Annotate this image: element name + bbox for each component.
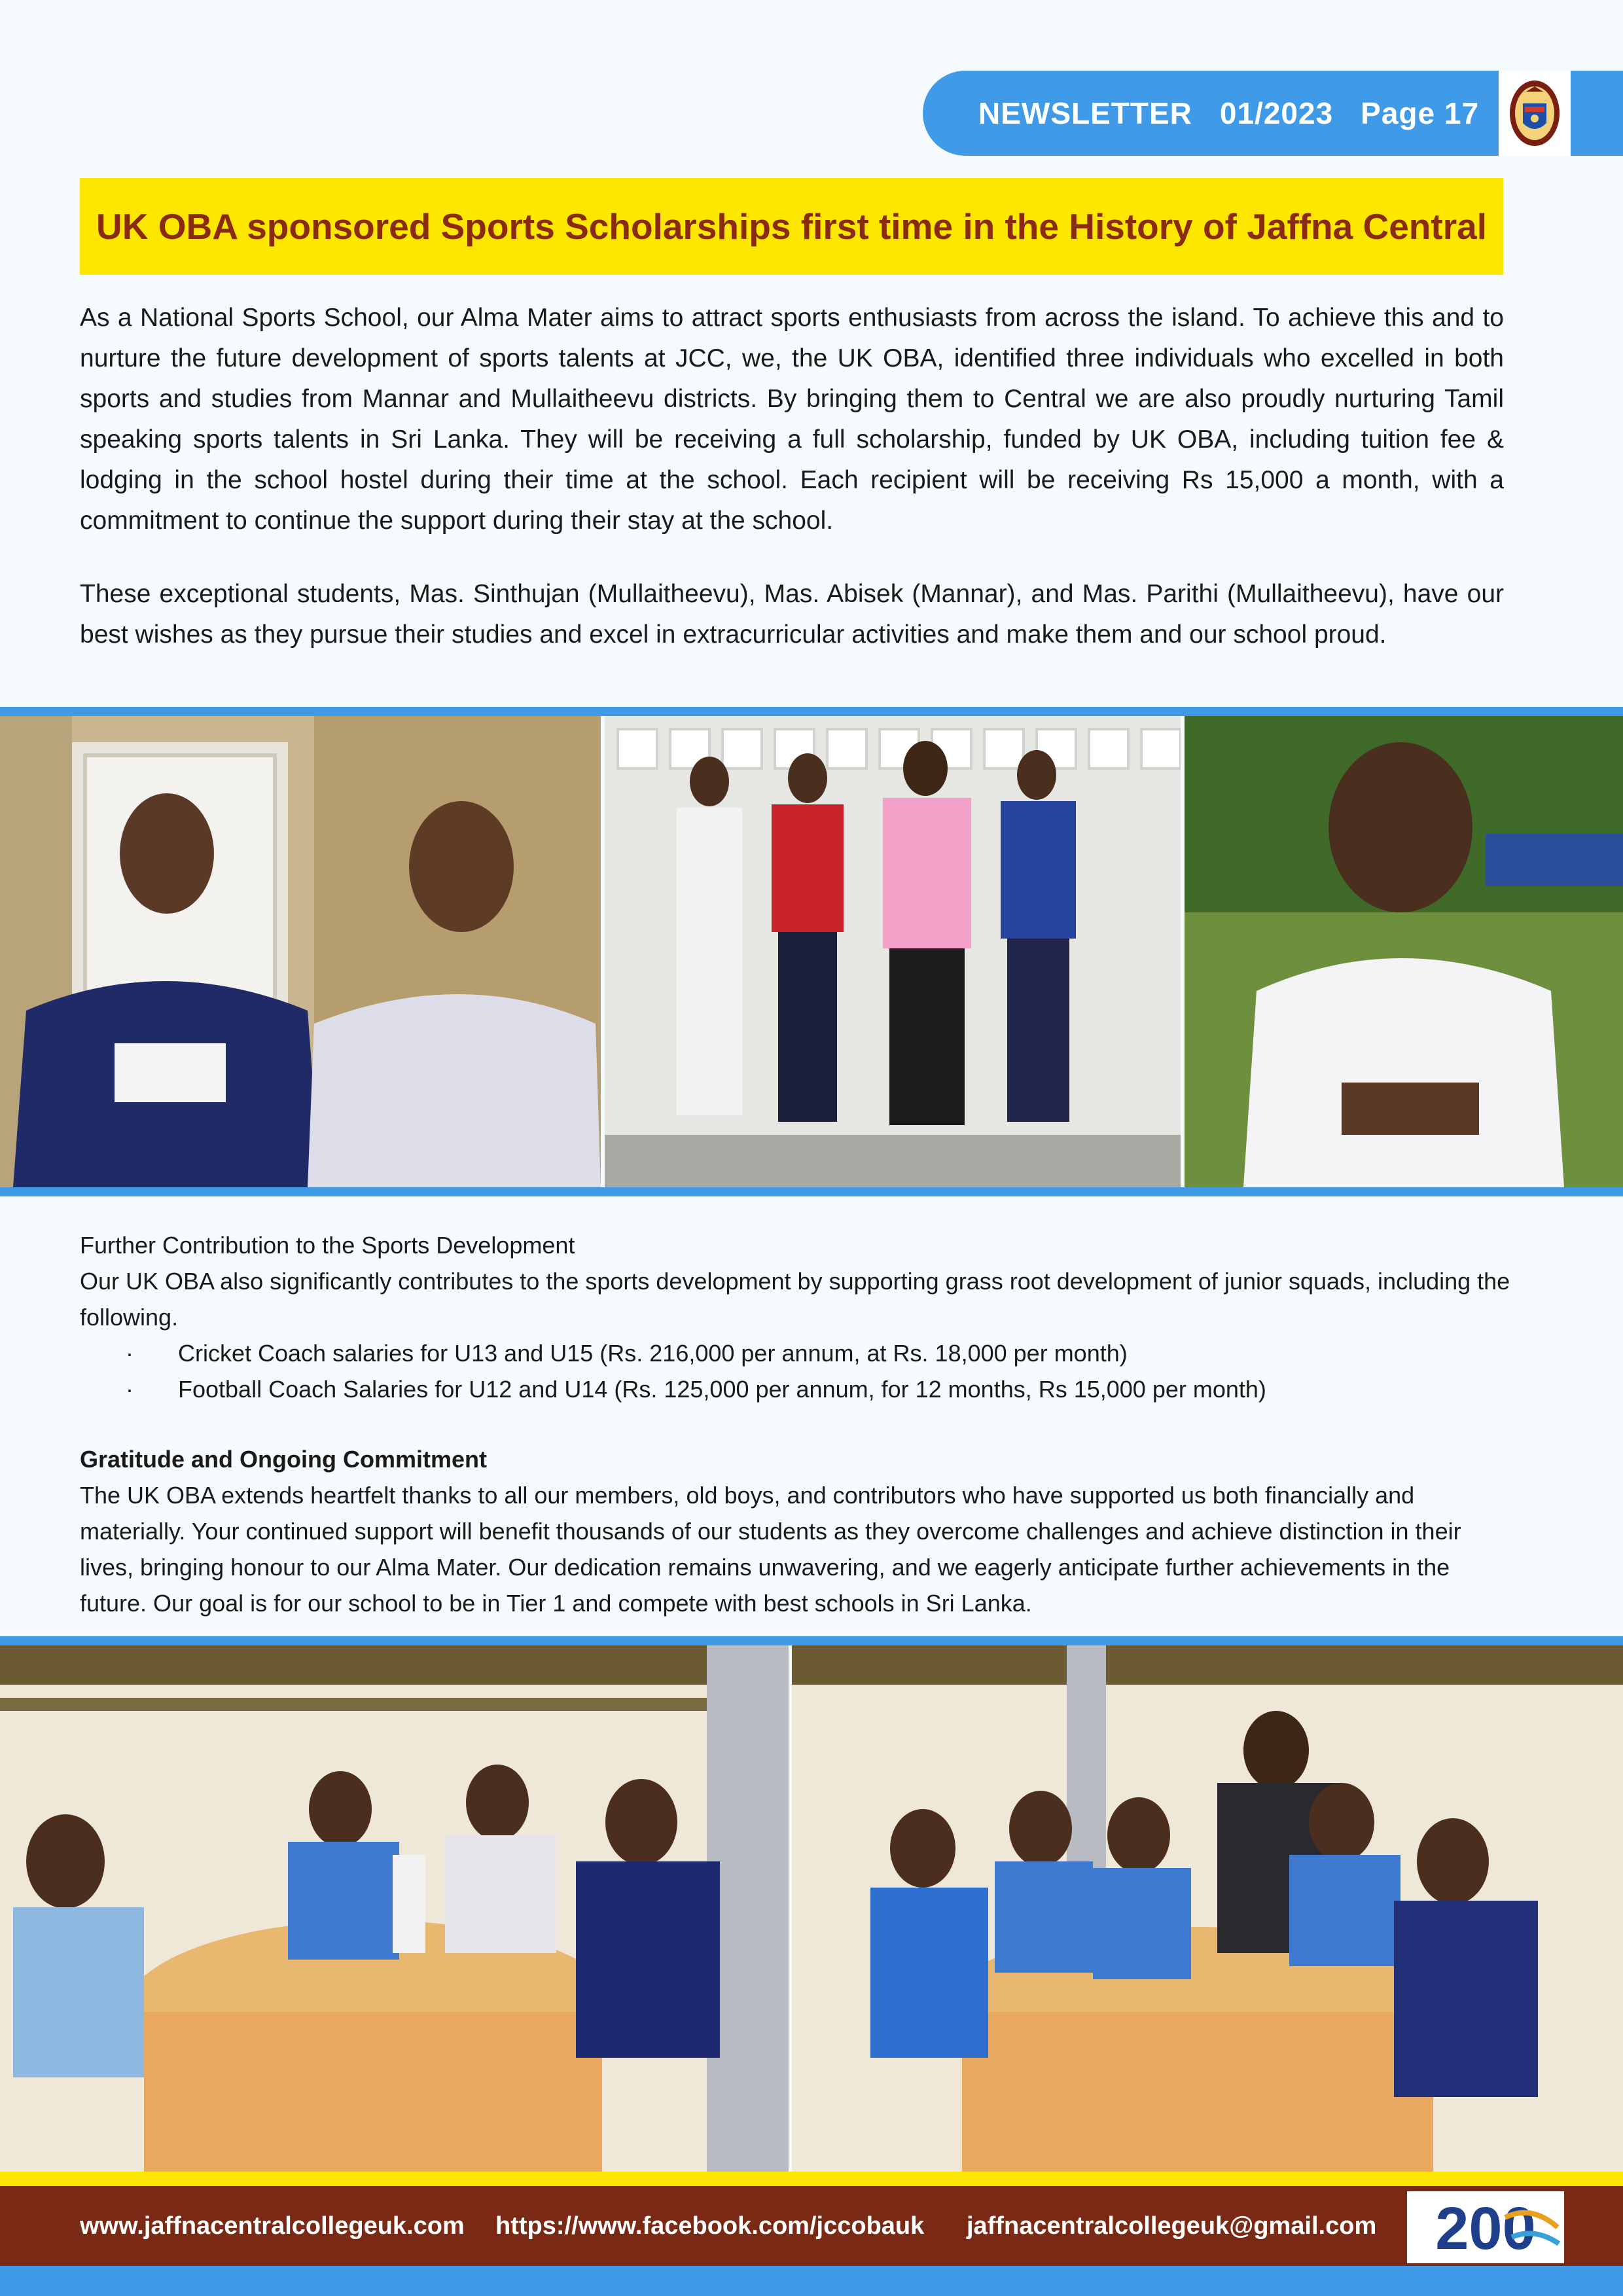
header-issue: 01/2023 <box>1219 96 1334 130</box>
photo-two-students <box>0 716 601 1187</box>
intro-paragraph-2: These exceptional students, Mas. Sinthujan (Mullaitheevu), Mas. Abisek (Mannar), and Mas. Parithi (Mullaitheevu), have our best wishes as they pursue their studies and excel in extracurricular activities and make them and our school proud. <box>80 580 1504 649</box>
intro-paragraph-1: As a National Sports School, our Alma Mater aims to attract sports enthusiasts from across the island. To achieve this and to nurture the future development of sports talents at JCC, we, the UK OBA, identified three individuals who excelled in both sports and studies from Mannar and Mullaitheevu districts. By bringing them to Central we are also proudly nurturing Tamil speaking sports talents in Sri Lanka. They will be receiving a full scholarship, funded by UK OBA, including tuition fee & lodging in the school hostel during their time at the school. Each recipient will be receiving Rs 15,000 a month, with a commitment to continue the support during their stay at the school. <box>80 304 1504 535</box>
further-list <box>80 1335 1520 1407</box>
school-crest-icon <box>1499 71 1571 156</box>
further-contribution-section <box>80 1227 1520 1407</box>
gratitude-text: The UK OBA extends heartfelt thanks to all our members, old boys, and contributors who have supported us both financially and materially. Your continued support will benefit thousands of our students as they overcome challenges and achieve distinction in their lives, bringing honour to our Alma Mater. Our dedication remains unwavering, and we eagerly anticipate further achievements in the future. Our goal is for our school to be in Tier 1 and compete with best schools in Sri Lanka. <box>80 1482 1461 1617</box>
footer-email-link[interactable]: jaffnacentralcollegeuk@gmail.com <box>967 2212 1377 2240</box>
header-newsletter-label: NEWSLETTER <box>978 96 1192 130</box>
further-heading: Further Contribution to the Sports Development <box>80 1232 575 1259</box>
footer-website-link[interactable]: www.jaffnacentralcollegeuk.com <box>80 2212 465 2240</box>
footer-bottom-stripe <box>0 2266 1623 2296</box>
list-item: · Football Coach Salaries for U12 and U14 (Rs. 125,000 per annum, for 12 months, Rs 15,000 per month) <box>80 1371 1520 1407</box>
header-page-number: Page 17 <box>1361 96 1480 130</box>
title-banner <box>80 178 1503 275</box>
footer-facebook-link[interactable]: https://www.facebook.com/jccobauk <box>495 2212 925 2240</box>
footer-accent-stripe <box>0 2172 1623 2186</box>
svg-text:200: 200 <box>1435 2195 1536 2262</box>
divider-bottom-photos <box>0 1187 1623 1196</box>
divider-dinner-photos <box>0 1636 1623 1645</box>
photo-group-with-teacher <box>605 716 1181 1187</box>
page-title: UK OBA sponsored Sports Scholarships first time in the History of Jaffna Central <box>96 206 1487 247</box>
further-text: Our UK OBA also significantly contributes to the sports development by supporting grass root development of junior squads, including the following. <box>80 1268 1510 1331</box>
list-item: · Cricket Coach salaries for U13 and U15 (Rs. 216,000 per annum, at Rs. 18,000 per month) <box>80 1335 1520 1371</box>
gratitude-section <box>80 1441 1520 1621</box>
header-text <box>978 71 1479 156</box>
photo-student-cricket-shirt <box>1185 716 1623 1187</box>
newsletter-header <box>923 71 1623 156</box>
divider-top-photos <box>0 707 1623 716</box>
anniversary-logo-icon <box>1407 2191 1564 2263</box>
gratitude-heading: Gratitude and Ongoing Commitment <box>80 1446 487 1473</box>
photo-dinner-table-1 <box>0 1645 789 2172</box>
photo-dinner-table-2 <box>792 1645 1623 2172</box>
footer-bar <box>0 2186 1623 2266</box>
